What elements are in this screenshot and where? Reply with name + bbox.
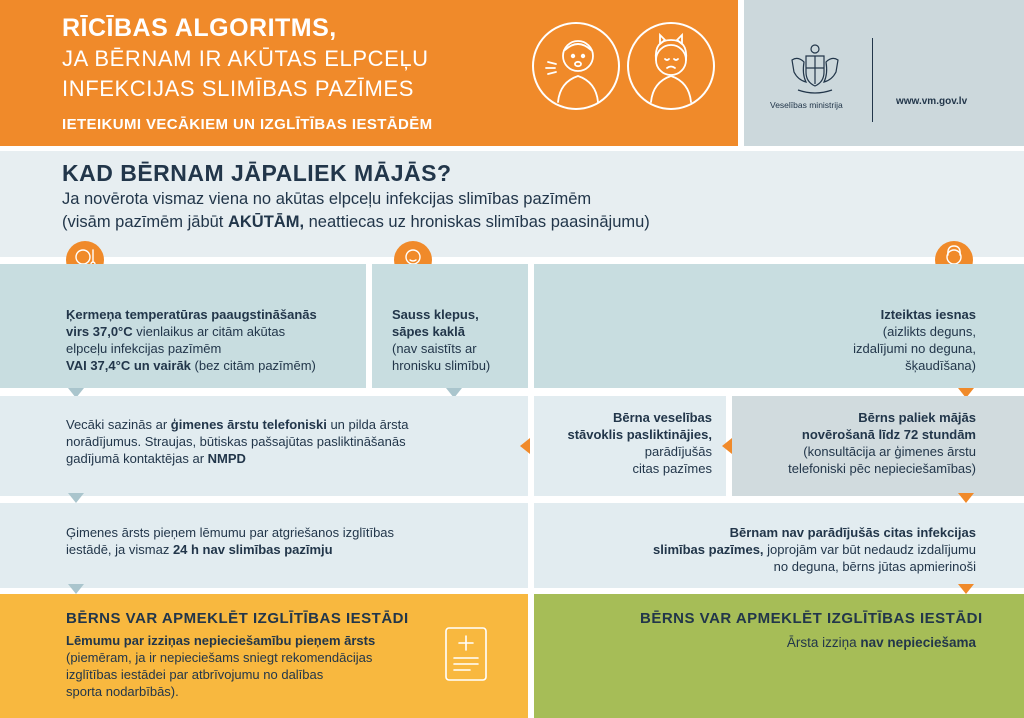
page-title: RĪCĪBAS ALGORITMS,: [62, 14, 337, 42]
text-line: [66, 450, 522, 467]
text: un pilda ārsta: [326, 417, 409, 432]
text-line: izglītības iestādei par atbrīvojumu no dalības: [66, 667, 324, 682]
text: vienlaikus ar citām akūtas: [132, 324, 286, 339]
text-line: Lēmumu par izziņas nepieciešamību pieņem ārsts: [66, 633, 376, 648]
question-title: KAD BĒRNAM JĀPALIEK MĀJĀS?: [62, 160, 452, 186]
title-line-3: INFEKCIJAS SLIMĪBAS PAZĪMES: [62, 76, 414, 101]
text-line: [66, 323, 366, 340]
text-line: [66, 416, 522, 433]
symptom-runny-nose-text: [760, 306, 976, 374]
parents-call-text: [66, 416, 522, 467]
outcome-left-text: [66, 632, 426, 700]
text-line: no deguna, bērns jūtas apmierinoši: [773, 559, 976, 574]
text: (visām pazīmēm jābūt: [62, 213, 228, 231]
emphasis-text: 24 h nav slimības pazīmju: [172, 542, 333, 557]
symptom-fever-text: [66, 306, 366, 374]
title-line-2: JA BĒRNAM IR AKŪTAS ELPCEĻU: [62, 46, 429, 71]
text-line: [66, 541, 522, 558]
text-line: elpceļu infekcijas pazīmēm: [66, 341, 222, 356]
text-line: stāvoklis pasliktinājies,: [567, 427, 712, 442]
text-line: sāpes kaklā: [392, 324, 466, 339]
divider: [872, 38, 873, 122]
text-line: Bērna veselības: [612, 410, 712, 425]
text-line: (aizlikts deguns,: [882, 324, 976, 339]
worsened-text: [544, 409, 712, 477]
sick-girl-icon: [627, 22, 715, 110]
ministry-name: Veselības ministrija: [770, 100, 843, 110]
text: Ārsta izziņa: [786, 635, 861, 650]
text-line: Bērnam nav parādījušās citas infekcijas: [729, 525, 976, 540]
symptom-cough-text: [392, 306, 526, 374]
text: Vecāki sazinās ar: [66, 417, 171, 432]
text-line: (nav saistīts ar: [392, 341, 477, 356]
page-subtitle: IETEIKUMI VECĀKIEM UN IZGLĪTĪBAS IESTĀDĒM: [62, 116, 433, 133]
flow-arrow-down: [958, 493, 974, 503]
text-line: Ģimenes ārsts pieņem lēmumu par atgriešanos izglītības: [66, 525, 395, 540]
doctor-decision-text: [66, 524, 522, 558]
text-line: Izteiktas iesnas: [880, 307, 976, 322]
text-line: sporta nodarbībās).: [66, 684, 179, 699]
text-line: šķaudīšana): [905, 358, 976, 373]
ministry-website-link[interactable]: www.vm.gov.lv: [896, 96, 968, 107]
emphasis-text: AKŪTĀM,: [227, 213, 305, 231]
text: iestādē, ja vismaz: [66, 542, 173, 557]
coughing-child-icon: [532, 22, 620, 110]
flow-arrow-down: [68, 493, 84, 503]
text-line: izdalījumi no deguna,: [853, 341, 976, 356]
stay-home-text: [744, 409, 976, 477]
outcome-right-title: BĒRNS VAR APMEKLĒT IZGLĪTĪBAS IESTĀDI: [640, 610, 983, 627]
flow-arrow-left: [722, 438, 732, 454]
text-line: hronisku slimību): [392, 358, 491, 373]
emphasis-text: NMPD: [207, 451, 246, 466]
text-line: [556, 634, 976, 651]
ministry-coat-of-arms-logo: [784, 40, 846, 98]
question-desc-line: Ja novērota vismaz viena no akūtas elpceļu infekcijas slimības pazīmēm: [62, 190, 592, 208]
text-line: norādījumus. Straujas, būtiskas pašsajūtas pasliktināšanās: [66, 434, 406, 449]
text-line: parādījušās: [644, 444, 712, 459]
question-description: [62, 188, 650, 234]
text-line: citas pazīmes: [632, 461, 712, 476]
flow-arrow-down: [68, 584, 84, 594]
text-line: novērošanā līdz 72 stundām: [801, 427, 976, 442]
medical-certificate-icon: [444, 626, 488, 682]
text: neattiecas uz hroniskas slimības paasinājumu): [304, 213, 650, 231]
text-line: telefoniski pēc nepieciešamības): [788, 461, 976, 476]
text-line: Bērns paliek mājās: [858, 410, 976, 425]
emphasis-text: nav nepieciešama: [860, 635, 976, 650]
text-line: Sauss klepus,: [392, 307, 479, 322]
text-line: Ķermeņa temperatūras paaugstināšanās: [66, 307, 317, 322]
text: gadījumā kontaktējas ar: [66, 451, 208, 466]
text-line: (konsultācija ar ģimenes ārstu: [803, 444, 976, 459]
text: (bez citām pazīmēm): [190, 358, 316, 373]
emphasis-text: ģimenes ārstu telefoniski: [170, 417, 327, 432]
text-line: [556, 541, 976, 558]
text: joprojām var būt nedaudz izdalījumu: [763, 542, 976, 557]
emphasis-text: slimības pazīmes,: [652, 542, 764, 557]
no-other-signs-text: [556, 524, 976, 575]
outcome-left-title: BĒRNS VAR APMEKLĒT IZGLĪTĪBAS IESTĀDI: [66, 610, 409, 627]
emphasis-text: VAI 37,4°C un vairāk: [66, 358, 191, 373]
text-line: [66, 357, 366, 374]
flow-arrow-left: [520, 438, 530, 454]
emphasis-text: virs 37,0°C: [66, 324, 133, 339]
outcome-right-text: [556, 634, 976, 651]
text-line: (piemēram, ja ir nepieciešams sniegt rekomendācijas: [66, 650, 373, 665]
question-desc-line: [62, 211, 650, 234]
flow-arrow-down: [958, 584, 974, 594]
